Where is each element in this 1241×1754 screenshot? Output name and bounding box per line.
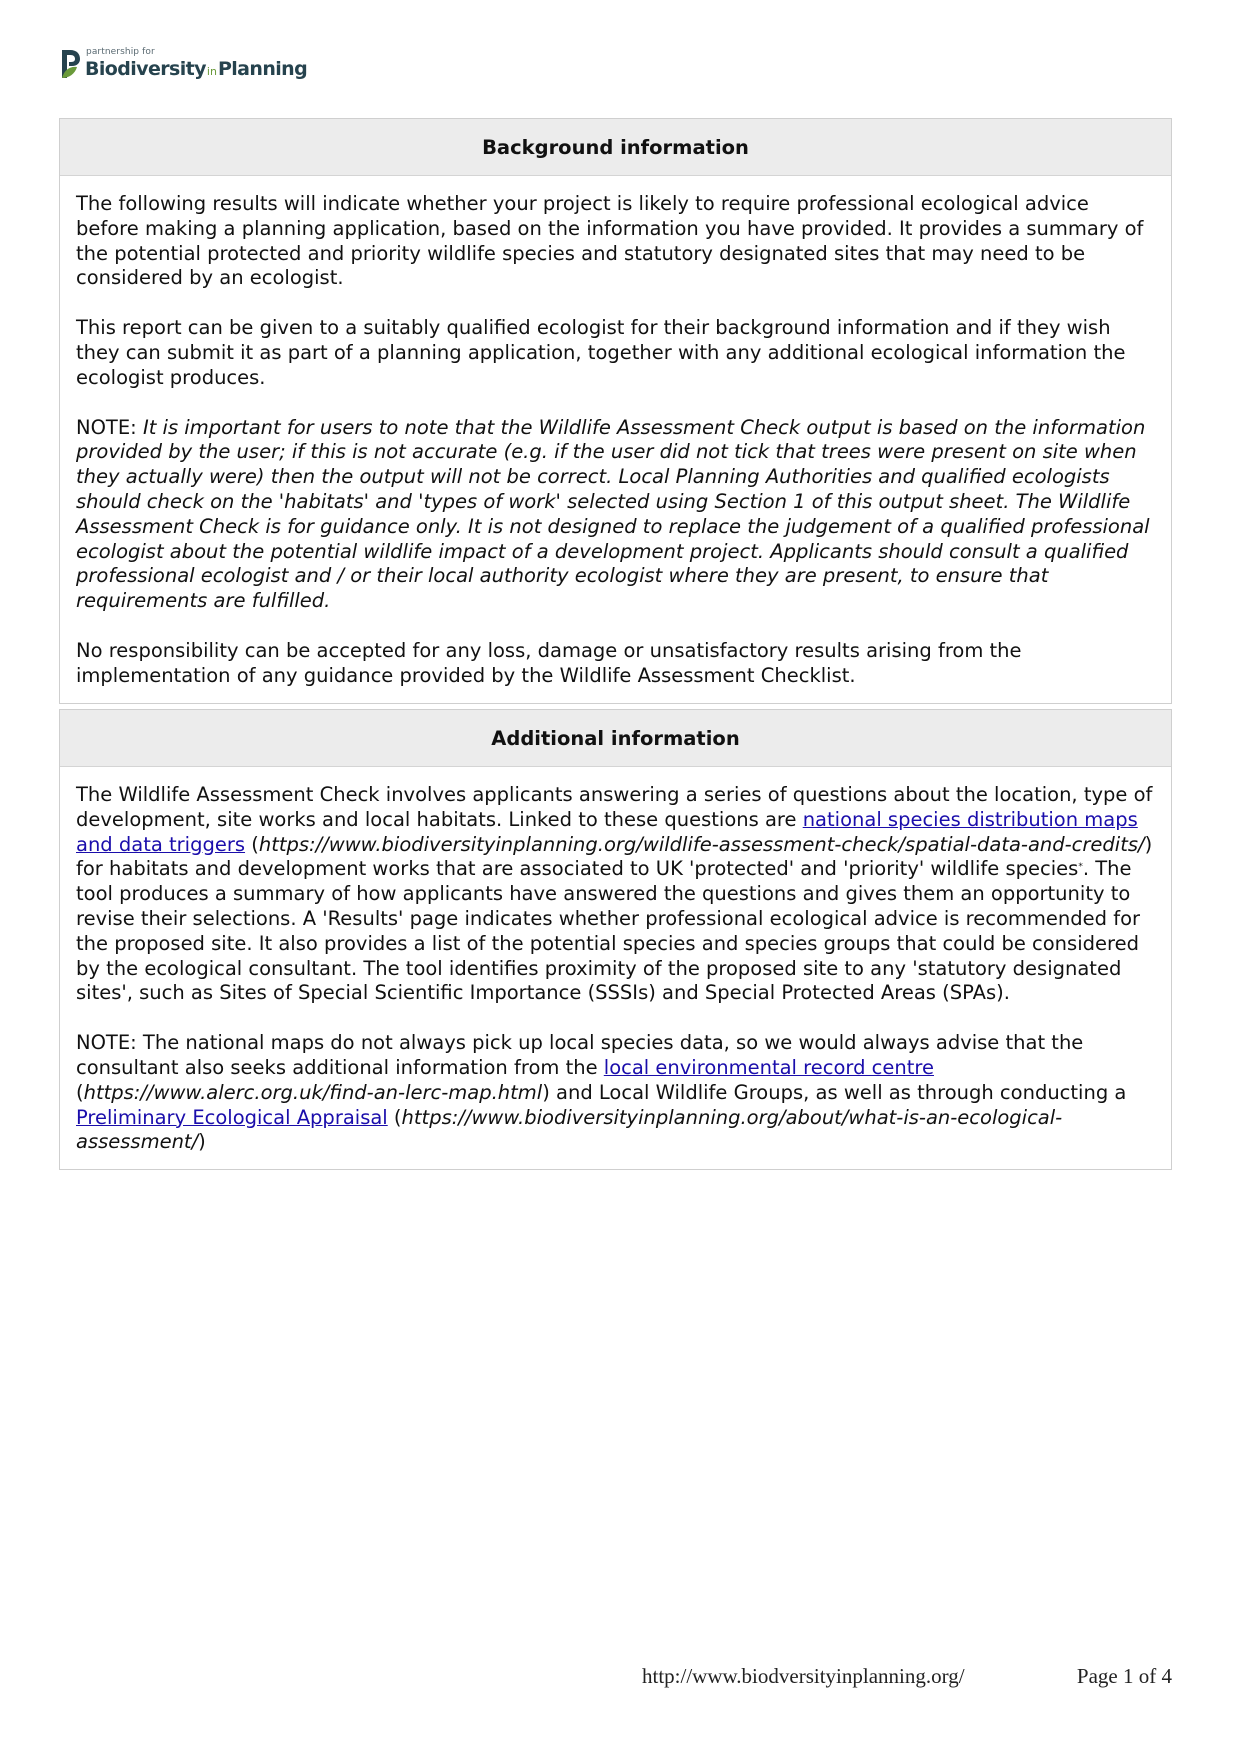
preliminary-ecological-appraisal-link[interactable]: Preliminary Ecological Appraisal xyxy=(76,1105,388,1129)
link3-paren: ( xyxy=(387,1105,402,1129)
footnote-marker: * xyxy=(1078,862,1083,873)
additional-note-text-middle: ) and Local Wildlife Groups, as well as through conducting a xyxy=(542,1080,1127,1104)
background-paragraph-report: This report can be given to a suitably qualified ecologist for their background information and if they wish they can submit it as part of a planning application, together with any additional ecological information the ecologist produces. xyxy=(76,316,1126,389)
background-information-panel xyxy=(59,118,1172,704)
additional-paragraph-overview xyxy=(76,783,1155,1006)
background-information-heading: Background information xyxy=(60,119,1171,176)
logo-mark-icon xyxy=(60,48,82,80)
logo-word-in: in xyxy=(206,65,217,78)
ecological-assessment-url: https://www.biodiversityinplanning.org/about/what-is-an-ecological-assessment/ xyxy=(76,1105,1063,1154)
link1-paren: ( xyxy=(245,832,259,856)
footer-url: http://www.biodversityinplanning.org/ xyxy=(642,1664,965,1688)
background-information-body xyxy=(60,176,1171,703)
logo-word-biodiversity: Biodiversity xyxy=(85,58,206,80)
logo-word-planning: Planning xyxy=(217,58,308,80)
additional-paragraph-note: NOTE: The national maps do not always pick up local species data, so we would always advise that the consultant also seeks additional information from the local environmental record centre (https://www.alerc.org.uk/find-an-lerc-map.html) and Local Wildlife Groups, as well as through conducting a Preliminary Ecological Appraisal (https://www.biodiversityinplanning.org/about/what-is-an-ecological-assessment/) xyxy=(76,1031,1127,1154)
overview-text-end: . The tool produces a summary of how applicants have answered the questions and gives them an opportunity to revise their selections. A 'Results' page indicates whether professional ecological advice is recommended for the proposed site. It also provides a list of the potential species and species groups that could be considered by the ecological consultant. The tool identifies proximity of the proposed site to any 'statutory designated sites', such as Sites of Special Scientific Importance (SSSIs) and Special Protected Areas (SPAs). xyxy=(76,857,1141,1005)
species-maps-link[interactable]: national species distribution maps and data triggers xyxy=(76,807,1138,856)
brand-logo xyxy=(60,46,308,88)
background-paragraph-disclaimer: No responsibility can be accepted for any loss, damage or unsatisfactory results arising from the implementation of any guidance provided by the Wildlife Assessment Checklist. xyxy=(76,638,1022,687)
additional-note-text-start: NOTE: The national maps do not always pick up local species data, so we would always advise that the consultant also seeks additional information from the xyxy=(76,1031,1084,1079)
page-number: Page 1 of 4 xyxy=(1076,1664,1172,1688)
record-centre-url: https://www.alerc.org.uk/find-an-lerc-map.html xyxy=(83,1080,543,1104)
record-centre-link[interactable]: local environmental record centre xyxy=(603,1055,934,1079)
logo-tagline: partnership for xyxy=(86,47,155,57)
note-text: It is important for users to note that the Wildlife Assessment Check output is based on the information provided by the user; if this is not accurate (e.g. if the user did not tick that trees were present on site when they actually were) then the output will not be correct. Local Planning Authorities and qualified ecologists should check on the 'habitats' and 'types of work' selected using Section 1 of this output sheet. The Wildlife Assessment Check is for guidance only. It is not designed to replace the judgement of a qualified professional ecologist about the potential wildlife impact of a development project. Applicants should consult a qualified professional ecologist and / or their local authority ecologist where they are present, to ensure that requirements are fulfilled. xyxy=(76,415,1150,613)
note-label: NOTE: xyxy=(76,415,143,439)
overview-text-start: The Wildlife Assessment Check involves applicants answering a series of questions about the location, type of development, site works and local habitats. Linked to these questions are xyxy=(76,783,1153,831)
species-maps-url: https://www.biodiversityinplanning.org/wildlife-assessment-check/spatial-data-and-credits/ xyxy=(258,832,1145,856)
additional-information-heading: Additional information xyxy=(60,710,1171,767)
additional-information-body xyxy=(60,767,1171,1169)
additional-information-panel xyxy=(59,709,1172,1170)
logo-wordmark xyxy=(85,58,307,80)
background-paragraph-results: The following results will indicate whether your project is likely to require professional ecological advice before making a planning application, based on the information you have provided. It provides a summary of the potential protected and priority wildlife species and statutory designated sites that may need to be considered by an ecologist. xyxy=(76,192,1144,290)
overview-text-middle: ) for habitats and development works that are associated to UK 'protected' and 'priority' wildlife species xyxy=(76,832,1153,881)
background-paragraph-note xyxy=(76,416,1155,614)
link3-paren-close: ) xyxy=(198,1130,206,1154)
